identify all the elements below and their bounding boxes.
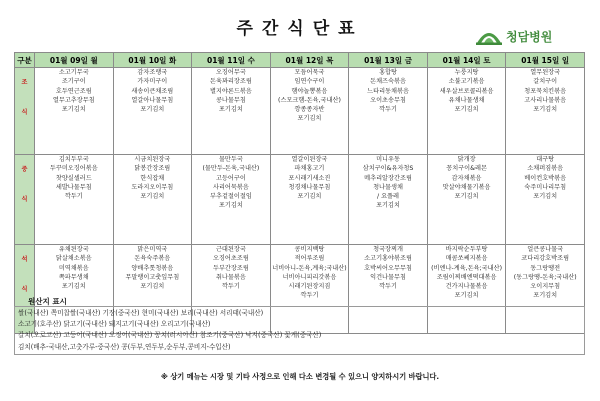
menu-item: 미니우동 bbox=[376, 156, 400, 163]
weekly-menu-table bbox=[14, 52, 585, 334]
menu-item: 포기김치 bbox=[218, 106, 243, 114]
menu-item: 갈치구이 bbox=[533, 78, 558, 86]
menu-item: 깍두기 bbox=[379, 283, 397, 291]
meal-row bbox=[15, 68, 585, 155]
menu-item: 모듬어묵국 bbox=[294, 69, 325, 76]
meal-label-char: 조 bbox=[21, 79, 28, 86]
menu-item: 무말랭이고춧잎무침 bbox=[125, 273, 180, 281]
menu-item: 햄야놀뽕볶음 bbox=[291, 87, 328, 95]
origin-title: 원산지 표시 bbox=[28, 297, 67, 306]
menu-item: 도라지오이무침 bbox=[131, 183, 174, 191]
menu-item: 포기김치 bbox=[140, 283, 165, 291]
menu-item: 깡종종자반 bbox=[294, 106, 325, 114]
menu-item: 쪽파무생채 bbox=[58, 273, 89, 281]
menu-item: 고사리나물볶음 bbox=[524, 96, 567, 104]
menu-item: 호박씨어오무무침 bbox=[364, 264, 412, 272]
menu-item: 파채홍고기 bbox=[294, 165, 325, 173]
menu-item: 열갈이된장국 bbox=[291, 156, 328, 163]
origin-line: 김치(배추-국내산,고춧가루-중국산) 콩(두부,연두부,순두부,콩비지-수입산) bbox=[18, 342, 231, 351]
menu-item: 포기김치 bbox=[376, 202, 400, 210]
meal-label-char: 식 bbox=[21, 196, 28, 203]
menu-item: 맑은미역국 bbox=[137, 246, 168, 253]
menu-item: 찻양실셀러드 bbox=[55, 174, 92, 182]
day-header: 01월 12일 목 bbox=[270, 53, 349, 68]
menu-item: 유채된장국 bbox=[58, 246, 89, 253]
menu-item: 익건나물무침 bbox=[370, 273, 406, 281]
menu-item: 유채나물생채 bbox=[448, 96, 485, 104]
meal-label bbox=[15, 68, 35, 155]
hospital-logo-icon bbox=[476, 27, 502, 45]
menu-item: 포기김치 bbox=[297, 193, 322, 201]
menu-item: 숙주미나리무침 bbox=[524, 183, 567, 191]
menu-item: 오징어무국 bbox=[215, 69, 246, 76]
menu-item: 김치두부국 bbox=[58, 156, 89, 163]
page-title: 주간식단표 bbox=[236, 19, 364, 39]
menu-item: 포기김치 bbox=[533, 292, 558, 300]
menu-item: 청국장찌개 bbox=[373, 246, 403, 253]
menu-cell bbox=[506, 68, 585, 155]
corner-header: 구분 bbox=[15, 53, 35, 68]
meal-label bbox=[15, 155, 35, 245]
origin-box bbox=[14, 306, 585, 355]
menu-item: 포기김치 bbox=[140, 193, 165, 201]
menu-item: 오이지무침 bbox=[530, 283, 561, 291]
menu-item: 느타리동채볶음 bbox=[367, 87, 409, 95]
menu-item: 바지락순두부탕 bbox=[445, 246, 488, 253]
menu-item: 닭개장 bbox=[457, 156, 476, 163]
menu-item: 새송이큰채조림 bbox=[131, 87, 174, 95]
menu-item: 한식잡채 bbox=[140, 174, 165, 182]
menu-cell bbox=[349, 155, 428, 245]
day-header: 01월 09일 월 bbox=[35, 53, 114, 68]
menu-item: 코다리강호박조림 bbox=[521, 255, 570, 263]
menu-item: 새우살브로콜리볶음 bbox=[439, 87, 494, 95]
menu-item: 열무된장국 bbox=[530, 69, 561, 76]
menu-item: 청경채나물무침 bbox=[288, 183, 331, 191]
menu-item: 꽁치구이&레몬 bbox=[446, 165, 487, 173]
menu-cell bbox=[349, 68, 428, 155]
menu-item: 감자조랭국 bbox=[137, 69, 168, 76]
menu-item: 포기김치 bbox=[297, 115, 322, 123]
menu-item: 포기김치 bbox=[61, 283, 86, 291]
menu-item: 포시래기새소진 bbox=[288, 174, 331, 182]
menu-item: 물만두국 bbox=[218, 156, 243, 163]
meal-label-char: 식 bbox=[21, 109, 28, 116]
menu-item: 닭살채소볶음 bbox=[55, 255, 92, 263]
origin-line: 쌀(국내산) 쪽미찹쌀(국내산) 기장(중국산) 현미(국내산) 보리(국내산) 서리태(국내산) bbox=[18, 309, 264, 317]
table-header-row bbox=[15, 53, 585, 68]
menu-item: 조기구이 bbox=[61, 78, 86, 86]
menu-cell bbox=[192, 68, 271, 155]
menu-item: 포기김치 bbox=[454, 193, 479, 201]
menu-item: 호두연근조림 bbox=[55, 87, 92, 95]
menu-item: 감자채볶음 bbox=[451, 174, 482, 182]
menu-item: 콩나물무침 bbox=[215, 96, 246, 104]
menu-item: 홍합탕 bbox=[379, 69, 397, 76]
menu-cell bbox=[35, 155, 114, 245]
menu-item: 포기김치 bbox=[61, 106, 86, 114]
day-header: 01월 11일 수 bbox=[192, 53, 271, 68]
menu-item: 매콤쏘쎄지볶음 bbox=[445, 255, 488, 263]
menu-cell bbox=[35, 68, 114, 155]
day-header: 01월 15일 일 bbox=[506, 53, 585, 68]
menu-item: 동그랑땡전 bbox=[530, 264, 561, 272]
day-header: 01월 14일 토 bbox=[427, 53, 506, 68]
menu-item: 오징어초조림 bbox=[212, 255, 249, 263]
hospital-logo bbox=[476, 26, 552, 46]
menu-cell bbox=[113, 155, 192, 245]
menu-item: 콩비지백탕 bbox=[294, 246, 325, 253]
menu-item: 포기김치 bbox=[533, 106, 558, 114]
menu-item: 양배추톳청볶음 bbox=[131, 264, 174, 272]
menu-item: 미역채볶음 bbox=[58, 264, 89, 272]
menu-item: 포기김치 bbox=[454, 106, 479, 114]
menu-item: 베이컨호박볶음 bbox=[524, 174, 567, 182]
menu-item: 너비아니-돈육,계육;국내산) bbox=[272, 264, 347, 272]
menu-item: 포기김치 bbox=[218, 202, 243, 210]
menu-item: 시금치된장국 bbox=[134, 156, 171, 163]
menu-cell bbox=[506, 155, 585, 245]
menu-item: 돈육꽈리장조림 bbox=[209, 78, 252, 86]
menu-item: 메추리알장간조림 bbox=[364, 174, 412, 182]
hospital-name: 청담병원 bbox=[506, 29, 553, 44]
menu-item: 삼치구이&유자청S bbox=[362, 165, 414, 173]
menu-item: 건가지나물볶음 bbox=[445, 283, 488, 291]
menu-item: 맛살야채물기볶음 bbox=[442, 183, 491, 191]
meal-label-char: 중 bbox=[21, 166, 28, 173]
menu-cell bbox=[427, 68, 506, 155]
menu-item: 열무고추장무침 bbox=[52, 96, 95, 104]
origin-line: 갈치(오로코산) 고등어(국내산) 오징어(국내산) 꽁치(러시아산) 참조기(중국산) 낙지(중국산) 꽃게(중국산) bbox=[18, 331, 322, 340]
menu-item: 소채퍼짐볶음 bbox=[527, 165, 564, 173]
menu-item: 부추겉절이절임 bbox=[209, 193, 252, 201]
menu-item: (물만두-돈육,국내산) bbox=[202, 165, 260, 173]
menu-item: 돈육숙주볶음 bbox=[134, 255, 171, 263]
meal-label-char: 석 bbox=[21, 256, 28, 263]
menu-item: 사리어묵볶음 bbox=[212, 183, 249, 191]
menu-item: 너비아니피리갓볶음 bbox=[282, 273, 337, 281]
menu-item: / 요플레 bbox=[377, 193, 400, 201]
menu-item: 고등어구이 bbox=[215, 174, 246, 182]
menu-cell bbox=[113, 68, 192, 155]
menu-item: 돈채즈숙볶음 bbox=[370, 78, 406, 86]
menu-item: 두부간장조림 bbox=[212, 264, 249, 272]
menu-item: 조림이찌배엔떡대볶음 bbox=[436, 273, 497, 281]
menu-item: 시래기된장지짐 bbox=[288, 283, 331, 291]
menu-item: 깍두기 bbox=[300, 292, 319, 300]
menu-item: 깍두기 bbox=[221, 283, 240, 291]
menu-item: 적어루조림 bbox=[294, 255, 325, 263]
menu-item: 열갈아나물무침 bbox=[131, 96, 174, 104]
meal-label-char: 식 bbox=[21, 286, 28, 293]
menu-item: 취나물볶음 bbox=[215, 273, 246, 281]
menu-item: 포기김치 bbox=[140, 106, 165, 114]
menu-item: 임연수구이 bbox=[294, 78, 325, 86]
origin-line: 소고기(호주산) 닭고기(국내산) 돼지고기(국내산) 오리고기(국내산) bbox=[18, 320, 211, 329]
menu-item: 깍두기 bbox=[64, 193, 83, 201]
menu-item: 근대된장국 bbox=[215, 246, 246, 253]
menu-item: 얼큰콩나물국 bbox=[527, 246, 564, 253]
menu-item: 대구탕 bbox=[536, 156, 555, 163]
menu-item: (동그랑땡-돈육;국내산) bbox=[513, 273, 577, 281]
menu-item: (스모크햄-돈육,국내산) bbox=[278, 96, 341, 104]
menu-item: 소고기무국 bbox=[58, 69, 89, 76]
menu-item: 소불고기볶음 bbox=[448, 78, 485, 86]
menu-cell bbox=[270, 155, 349, 245]
menu-item: 닭봉간장조림 bbox=[134, 165, 171, 173]
menu-item: 깍두기 bbox=[379, 106, 397, 114]
menu-item: 세발나물무침 bbox=[55, 183, 92, 191]
meal-row bbox=[15, 155, 585, 245]
day-header: 01월 10일 화 bbox=[113, 53, 192, 68]
menu-item: 청나물생채 bbox=[373, 183, 403, 191]
menu-cell bbox=[427, 155, 506, 245]
menu-item: 가자미구이 bbox=[137, 78, 168, 86]
menu-item: 청포묵치킨볶음 bbox=[524, 87, 567, 95]
menu-cell bbox=[192, 155, 271, 245]
menu-item: 포기김치 bbox=[454, 292, 479, 300]
menu-item: 별지야론드볶음 bbox=[209, 87, 252, 95]
change-notice: ※ 상기 메뉴는 시장 및 기타 사정으로 인해 다소 변경될 수 있으니 양지하시기 바랍니다. bbox=[160, 372, 440, 381]
menu-item: 오이초송무침 bbox=[370, 96, 406, 104]
menu-item: 소고기홍야볶조림 bbox=[364, 255, 412, 263]
day-header: 01월 13일 금 bbox=[349, 53, 428, 68]
menu-item: (비엔나-계육,돈육;국내산) bbox=[431, 264, 503, 272]
menu-cell bbox=[270, 68, 349, 155]
menu-item: 누룽지탕 bbox=[454, 69, 479, 76]
menu-item: 포기김치 bbox=[533, 193, 558, 201]
menu-item: 두꾸미오징어볶음 bbox=[49, 165, 98, 173]
